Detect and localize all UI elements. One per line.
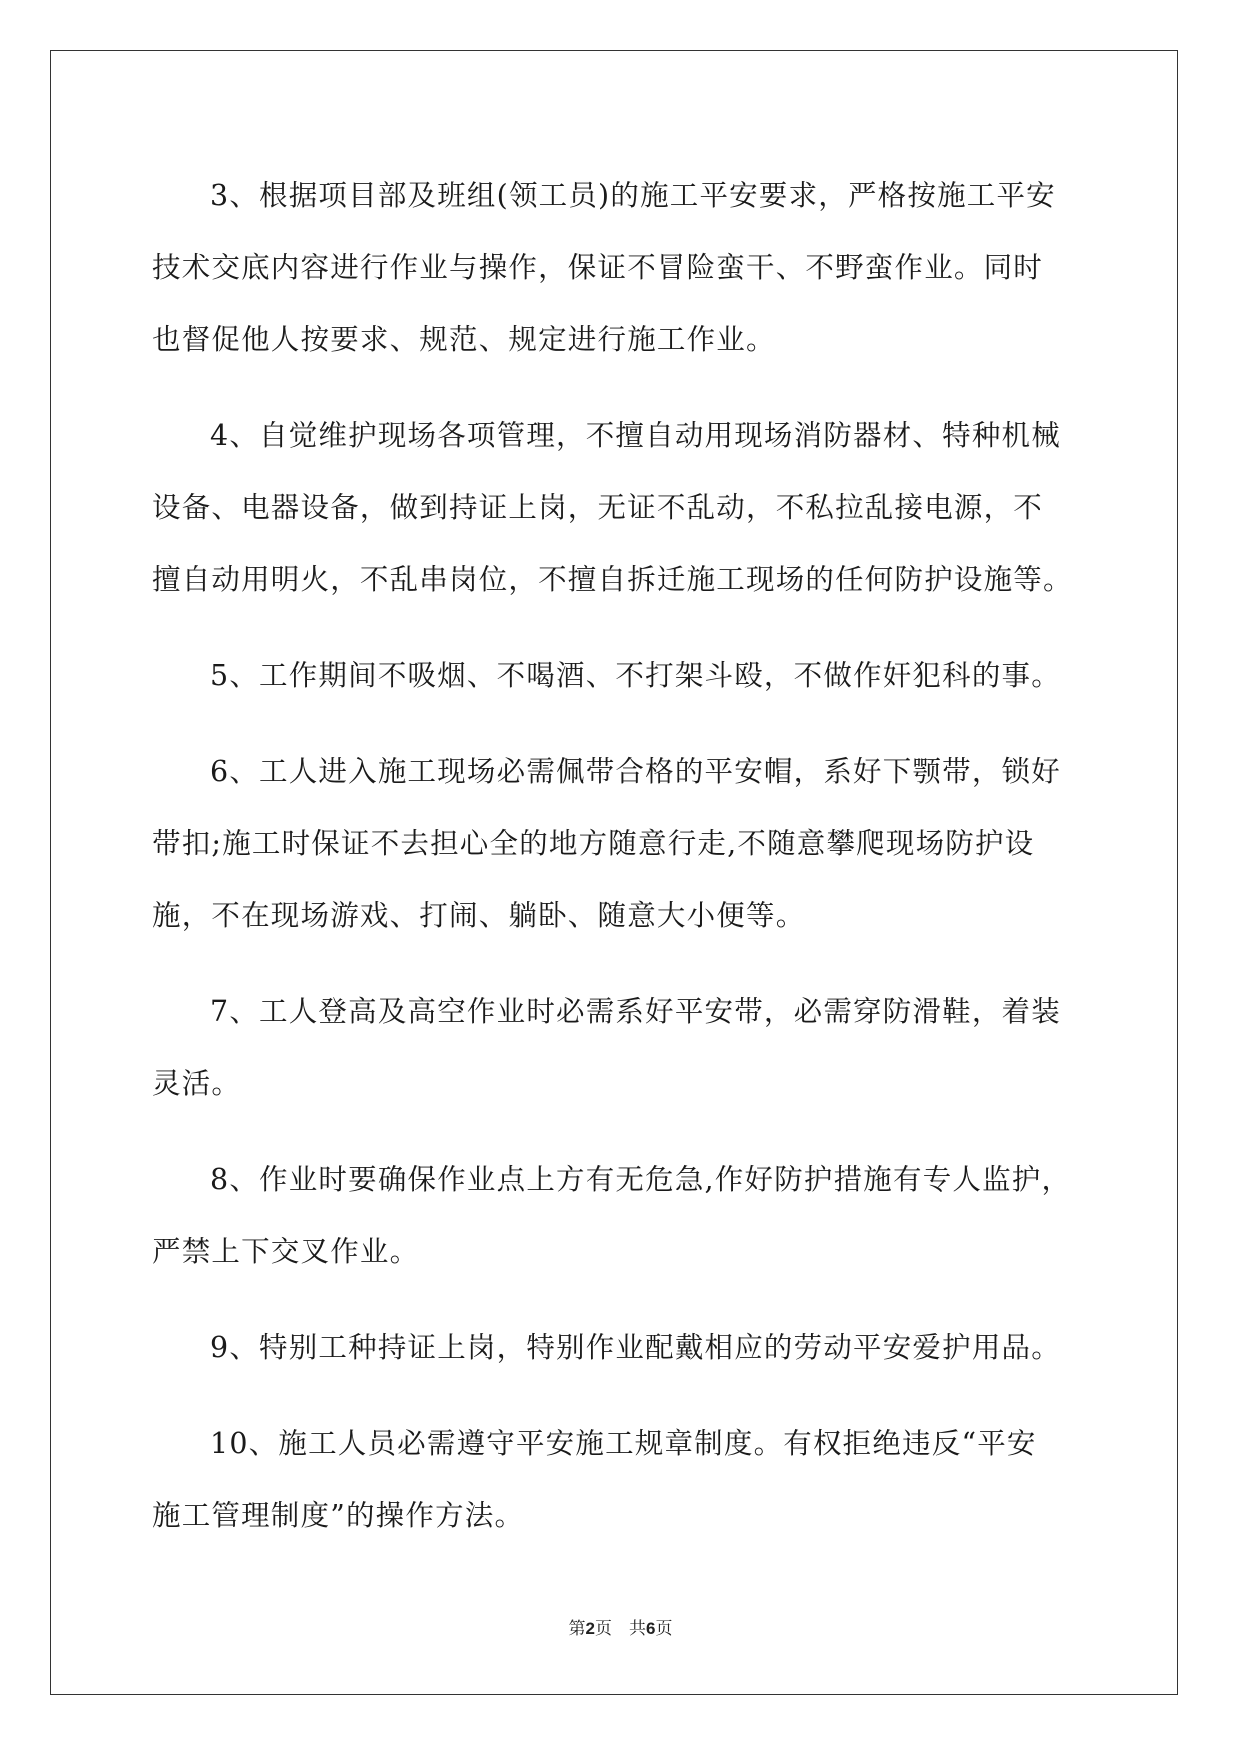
text-line: 施，不在现场游戏、打闹、躺卧、随意大小便等。: [152, 899, 806, 932]
text-line: 9、特别工种持证上岗，特别作业配戴相应的劳动平安爱护用品。: [210, 1331, 1061, 1364]
document-body: [152, 160, 1092, 1552]
text-line: 10、施工人员必需遵守平安施工规章制度。有权拒绝违反“平安: [210, 1427, 1037, 1460]
paragraph-4: [152, 400, 1092, 616]
text-line: 灵活。: [152, 1067, 242, 1100]
footer-suffix: 页: [655, 1619, 673, 1639]
text-line: 5、工作期间不吸烟、不喝酒、不打架斗殴，不做作奸犯科的事。: [210, 659, 1061, 692]
text-line: 严禁上下交叉作业。: [152, 1235, 420, 1268]
footer-page-total: 6: [646, 1619, 656, 1638]
text-line: 3、根据项目部及班组(领工员)的施工平安要求，严格按施工平安: [210, 179, 1056, 212]
text-line: 带扣;施工时保证不去担心全的地方随意行走,不随意攀爬现场防护设: [152, 827, 1035, 860]
paragraph-6: [152, 736, 1092, 952]
footer-page-current: 2: [585, 1619, 595, 1638]
footer-mid: 页 共: [595, 1619, 646, 1639]
text-line: 技术交底内容进行作业与操作，保证不冒险蛮干、不野蛮作业。同时: [152, 251, 1044, 284]
text-line: 擅自动用明火，不乱串岗位，不擅自拆迁施工现场的任何防护设施等。: [152, 563, 1073, 596]
paragraph-9: [152, 1312, 1092, 1384]
text-line: 也督促他人按要求、规范、规定进行施工作业。: [152, 323, 776, 356]
paragraph-8: [152, 1144, 1092, 1288]
footer-prefix: 第: [568, 1619, 586, 1639]
text-line: 设备、电器设备，做到持证上岗，无证不乱动，不私拉乱接电源，不: [152, 491, 1044, 524]
text-line: 施工管理制度”的操作方法。: [152, 1499, 525, 1532]
text-line: 8、作业时要确保作业点上方有无危急,作好防护措施有专人监护，: [210, 1163, 1072, 1196]
text-line: 6、工人进入施工现场必需佩带合格的平安帽，系好下颚带，锁好: [210, 755, 1061, 788]
paragraph-10: [152, 1408, 1092, 1552]
text-line: 7、工人登高及高空作业时必需系好平安带，必需穿防滑鞋，着装: [210, 995, 1061, 1028]
text-line: 4、自觉维护现场各项管理，不擅自动用现场消防器材、特种机械: [210, 419, 1061, 452]
paragraph-3: [152, 160, 1092, 376]
paragraph-5: [152, 640, 1092, 712]
page-footer: [0, 1614, 1241, 1639]
paragraph-7: [152, 976, 1092, 1120]
